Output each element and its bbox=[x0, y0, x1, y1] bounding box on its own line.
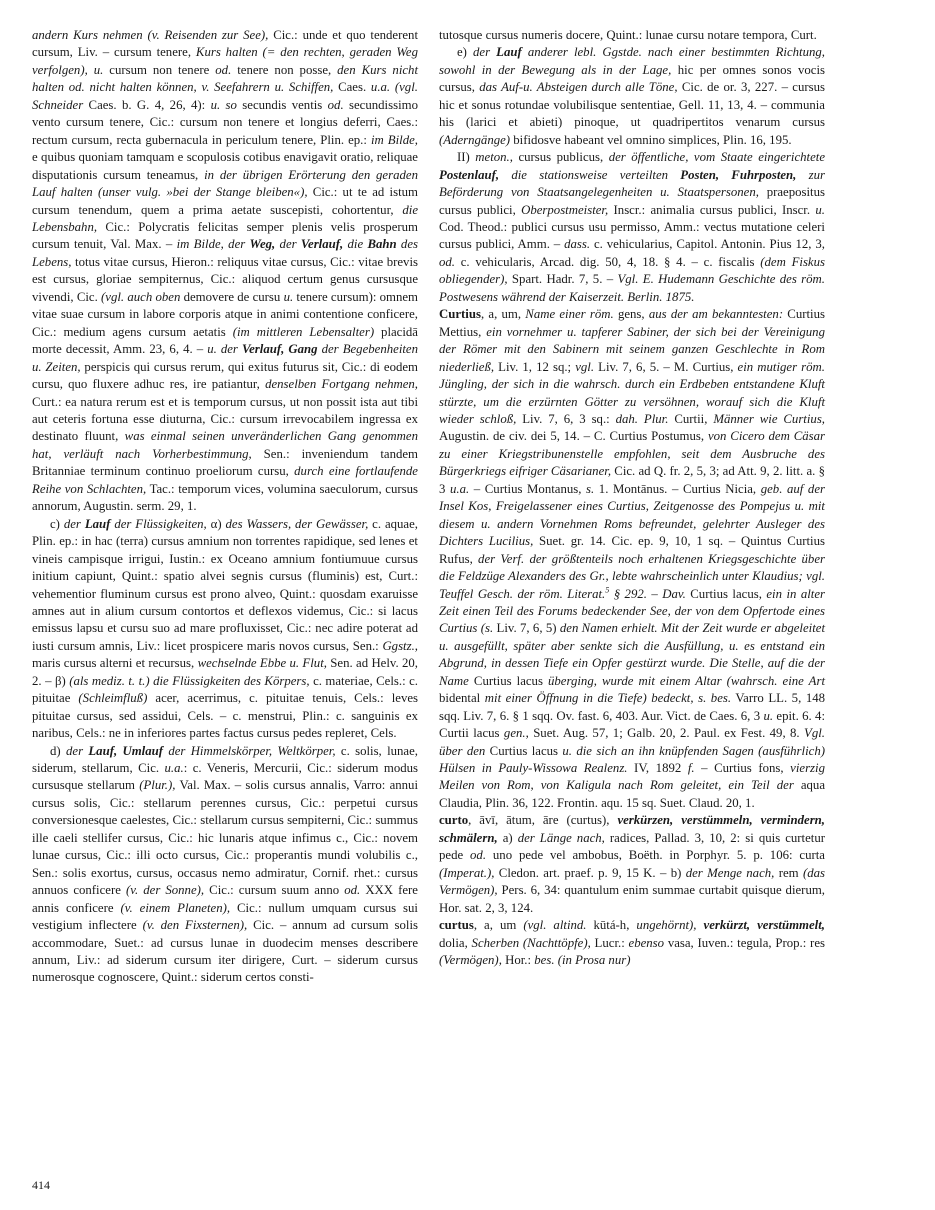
right-column-paragraph: curto, āvī, ātum, āre (curtus), verkürzen, verstümmeln, vermindern, schmälern, a) der Länge nach, radices, Pallad. 3, 10, 2: si quis curtetur pede od. uno pede vel ambobus, Boëth. in Porphyr. 5. p. 106: curta (Imperat.), Cledon. art. praef. p. 9, 15 K. – b) der Menge nach, rem (das Vermögen), Pers. 6, 34: quantulum enim summae curtabit quisque dierum, Hor. sat. 2, 3, 124. bbox=[439, 813, 825, 915]
right-column-paragraph: II) meton., cursus publicus, der öffentliche, vom Staate eingerichtete Postenlauf, die stationsweise verteilten Posten, Fuhrposten, zur Beförderung von Staatsangelegenheiten u. Staatspersonen, praepositus cursus publici, Oberpostmeister, Inscr.: animalia cursus publici, Inscr. u. Cod. Theod.: publici cursus usu permisso, Amm.: vectus mutatione celeri cursus publici, Amm. – dass. c. vehicularius, Capitol. Antonin. Pius 12, 3, od. c. vehicularis, Arcad. dig. 50, 4, 18. § 4. – c. fiscalis (dem Fiskus obliegender), Spart. Hadr. 7, 5. – Vgl. E. Hudemann Geschichte des röm. Postwesens während der Kaiserzeit. Berlin. 1875. bbox=[439, 150, 825, 304]
right-column-paragraph: curtus, a, um (vgl. altind. kūtá-h, ungehörnt), verkürzt, verstümmelt, dolia, Scherben (Nachttöpfe), Lucr.: ebenso vasa, Iuven.: tegula, Prop.: res (Vermögen), Hor.: bes. (in Prosa nur) bbox=[439, 918, 825, 968]
right-column-paragraph: e) der Lauf anderer lebl. Ggstde. nach einer bestimmten Richtung, sowohl in der Bewegung als in der Lage, hic per omnes sonos vocis cursus, das Auf-u. Absteigen durch alle Töne, Cic. de or. 3, 227. – cursus hic et sonus rotundae volubilisque sententiae, Gell. 11, 13, 4. – communia his (larici et abieti) pinoque, ut quadripertitos venarum cursus (Aderngänge) bifidosve habeant vel omnino simplices, Plin. 16, 195. bbox=[439, 45, 826, 147]
left-column-paragraph: andern Kurs nehmen (v. Reisenden zur See), Cic.: unde et quo tenderent cursum, Liv. – cursum tenere, Kurs halten (= den rechten, geraden Weg verfolgen), u. cursum non tenere od. tenere non posse, den Kurs nicht halten od. nicht halten können, v. Seefahrern u. Schiffen, Caes. u.a. (vgl. Schneider Caes. b. G. 4, 26, 4): u. so secundis ventis od. secundissimo vento cursum tenere, Cic.: cursum non tenere et longius deferri, Caes.: rectum cursum, recta gubernacula in periculum tenere, Plin. ep.: im Bilde, e quibus quoniam tamquam e scopulosis cotibus enavigavit oratio, reliquae disputationis cursum teneamus, in der übrigen Erörterung den geraden Lauf halten (unser vulg. »bei der Stange bleiben«), Cic.: ut te ad istum cursum tenendum, quem a prima aetate suscepisti, cohortentur, die Lebensbahn, Cic.: Polycratis felicitas semper plenis velis prosperum cursum tenuit, Val. Max. – im Bilde, der Weg, der Verlauf, die Bahn des Lebens, totus vitae cursus, Hieron.: reliquus vitae cursus, Cic.: vitae brevis est cursus, gloriae sempiternus, Cic.: aliquod certum genus cursusque vivendi, Cic. (vgl. auch oben demovere de cursu u. tenere cursum): omnem vitae suae cursum in labore corporis atque in animi contentione conficere, Cic.: medium agens cursum aetatis (im mittleren Lebensalter) placidā morte decessit, Amm. 23, 6, 4. – u. der Verlauf, Gang der Begebenheiten u. Zeiten, perspicis qui cursus rerum, qui exitus futurus sit, Cic.: di eodem cursu, quo fluxere adhuc res, ire patiantur, denselben Fortgang nehmen, Curt.: ea natura rerum est et is temporum cursus, ut non possit ista aut tibi aut ceteris fortuna esse diuturna, Cic.: cursum irrevocabilem ingressa ex destinato fluunt, was einmal seinen unveränderlichen Gang genommen hat, verläuft nach Vorherbestimmung, Sen.: inveniendum tandem Britanniae terminum continuo proeliorum cursu, durch eine fortlaufende Reihe von Schlachten, Tac.: temporum vices, volumina saeculorum, cursus annorum, Augustin. serm. 29, 1. bbox=[32, 28, 419, 514]
right-column-paragraph: Curtius, a, um, Name einer röm. gens, aus der am bekanntesten: Curtius Mettius, ein vornehmer u. tapferer Sabiner, der sich bei der Vereinigung der Römer mit den Sabinern mit seinem ganzen Geschlechte in Rom niederließ, Liv. 1, 12 sq.; vgl. Liv. 7, 6, 5. – M. Curtius, ein mutiger röm. Jüngling, der sich in die wahrsch. durch ein Erdbeben entstandene Kluft stürzte, um die erzürnten Götter zu versöhnen, worauf sich die Kluft wieder schloß, Liv. 7, 6, 3 sq.: dah. Plur. Curtii, Männer wie Curtius, Augustin. de civ. dei 5, 14. – C. Curtius Postumus, von Cicero dem Cäsar zu einer Kriegstribunenstelle empfohlen, seit dem Ausbruche des Bürgerkriegs eifriger Cäsarianer, Cic. ad Q. fr. 2, 5, 3; ad Att. 9, 2. litt. a. § 3 u.a. – Curtius Montanus, s. 1. Montānus. – Curtius Nicia, geb. auf der Insel Kos, Freigelassener eines Curtius, Zeitgenosse des Pompejus u. mit diesem u. andern Vornehmen Roms befreundet, gelehrter Ausleger des Dichters Lucilius, Suet. gr. 14. Cic. ep. 9, 10, 1 sq. – Quintus Curtius Rufus, der Verf. der größtenteils noch erhaltenen Kriegsgeschichte über die Feldzüge Alexanders des Gr., lebte wahrscheinlich unter Klaudius; vgl. Teuffel Gesch. der röm. Literat.$^5$ § 292. – Dav. Curtius lacus, ein in alter Zeit einen Teil des Forums bedeckender See, der von dem Opfertode eines Curtius (s. Liv. 7, 6, 5) den Namen erhielt. Mit der Zeit wurde er abgeleitet u. ausgefüllt, später aber senkte sich die Ausfüllung, u. es entstand ein Abgrund, in dessen Tiefe ein Opfer gestürzt wurde. Die Stelle, auf die der Name Curtius lacus überging, wurde mit einem Altar (wahrsch. eine Art bidental mit einer Öffnung in die Tiefe) bedeckt, s. bes. Varro LL. 5, 148 sqq. Liv. 7, 6. § 1 sqq. Ov. fast. 6, 403. Aur. Vict. de Caes. 6, 3 u. epit. 6. 4: Curtii lacus gen., Suet. Aug. 57, 1; Galb. 20, 2. Paul. ex Fest. 49, 8. Vgl. über den Curtius lacus u. die sich an ihn knüpfenden Sagen (ausführlich) Hülsen in Pauly-Wissowa Realenz. IV, 1892 f. – Curtius fons, vierzig Meilen von Rom, von Kaligula nach Rom geleitet, ein Teil der aqua Claudia, Plin. 36, 122. Frontin. aqu. 15 sq. Suet. Claud. 20, 1. bbox=[439, 307, 826, 810]
right-column-paragraph: tutosque cursus numeris docere, Quint.: lunae cursu notare tempora, Curt. bbox=[439, 28, 817, 42]
left-column-paragraph: c) der Lauf der Flüssigkeiten, α) des Wassers, der Gewässer, c. aquae, Plin. ep.: in hac (terra) cursus amnium non torrentes rapidique, sed lenes et vineis campisque irrigui, Iustin.: ex Oceano amnium fontiumuue cursus initium capiunt, Quint.: spatio alvei segnis cursus (fluminis) est, Curt.: vehementior fluminum cursus est prono alveo, Quint.: quosdam exaruisse amnes aut in alium cursum contortos et deflexos videmus, Cic.: si lacus emissus lapsu et cursu suo ad mare profluxisset, Cic.: nec adire poterat ad iusti cursum amnis, Liv.: licet prospicere maris novos cursus, Sen.: Ggstz., maris cursus alterni et recursus, wechselnde Ebbe u. Flut, Sen. ad Helv. 20, 2. – β) (als mediz. t. t.) die Flüssigkeiten des Körpers, c. materiae, Cels.: c. pituitae (Schleimfluß) acer, acerrimus, c. pituitae tenuis, Cels.: leves pituitae cursus, sed assidui, Cels. – c. menstrui, Plin.: c. sanguinis ex naribus, Cels.: ne in inferiores partes factus cursus pedes repleret, Cels. bbox=[32, 516, 419, 741]
left-column bbox=[32, 27, 418, 987]
page-number: 414 bbox=[32, 1178, 50, 1192]
left-column-paragraph: d) der Lauf, Umlauf der Himmelskörper, Weltkörper, c. solis, lunae, siderum, stellarum, Cic. u.a.: c. Veneris, Mercurii, Cic.: siderum modus cursusque stellarum (Plur.), Val. Max. – solis cursus annalis, Varro: annui cursus solis, Cic.: stellarum perennes cursus, Cic.: perpetui cursus conversionesque caelestes, Cic.: stellarum cursus sempiterni, Cic.: summus ille caeli stellifer cursus, Cic.: hic lunaris atque infimus c., Cic.: novem lunae cursus, Cic.: illi octo cursus, Cic.: properantis mundi volubilis c., Sen.: solis exortus, cursus, occasus nemo admiratur, Cornif. rhet.: cursus annuos conficere (v. der Sonne), Cic.: cursum suum anno od. XXX fere annis conficere (v. einem Planeten), Cic.: nullum umquam cursus sui vestigium inflectere (v. den Fixsternen), Cic. – annum ad cursum solis accommodare, Suet.: ad cursus lunae in duodecim menses describere annum, Liv.: ad siderum cursum iter dirigere, Curt. – siderum cursus numerosque cognoscere, Quint.: siderum certos consti- bbox=[32, 743, 419, 985]
right-column bbox=[439, 27, 825, 969]
